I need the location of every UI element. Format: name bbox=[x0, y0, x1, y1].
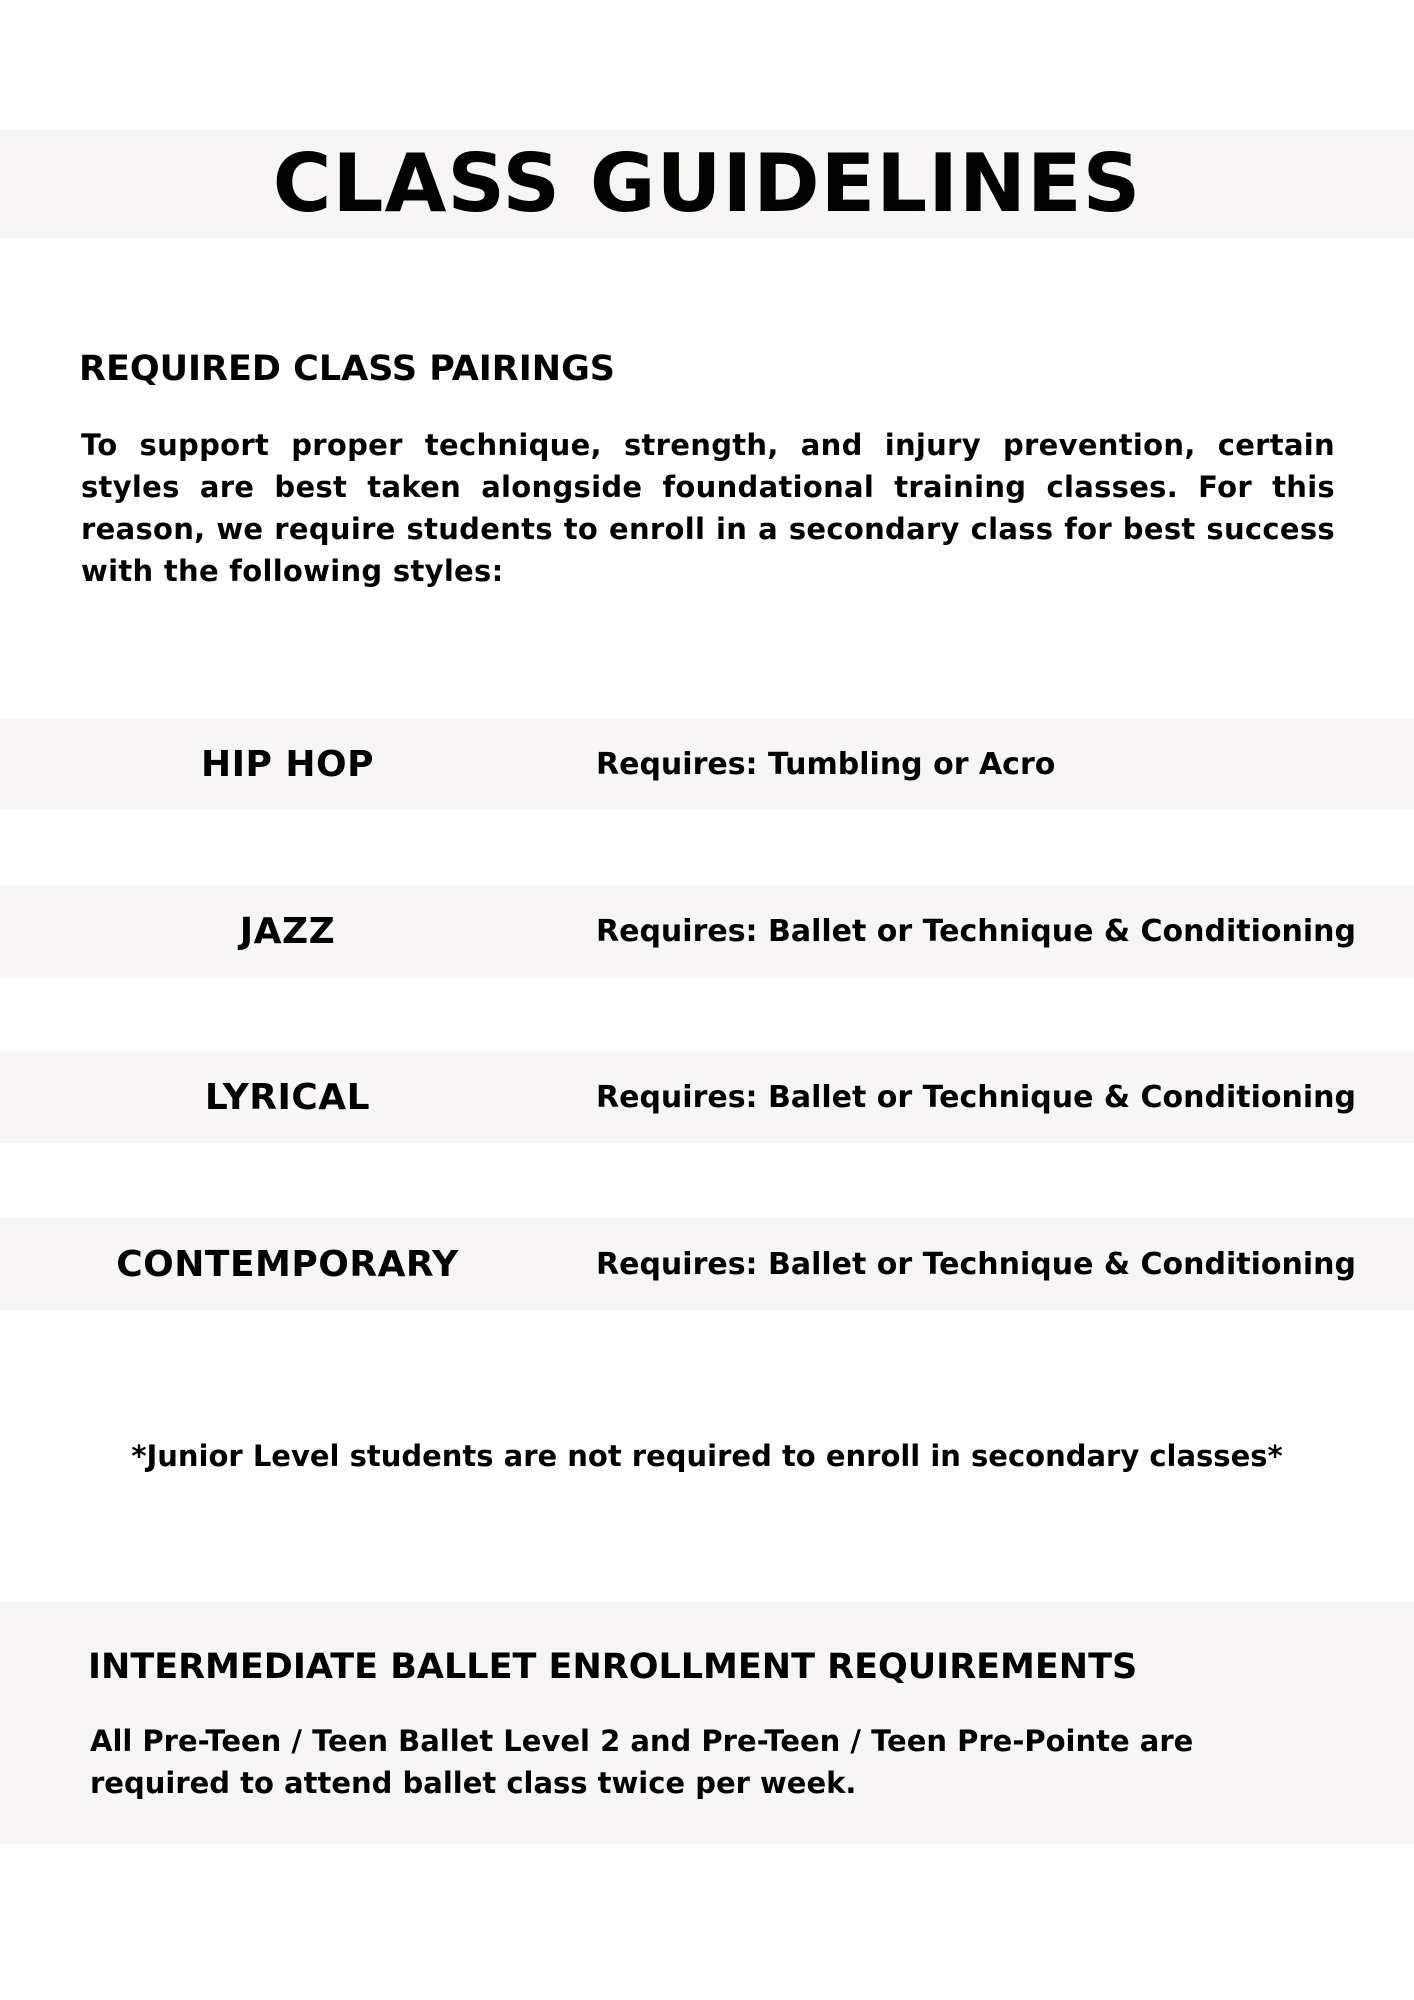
pairing-row-hip-hop bbox=[0, 718, 1414, 810]
page-title: CLASS GUIDELINES bbox=[272, 137, 1142, 230]
intermediate-ballet-heading: INTERMEDIATE BALLET ENROLLMENT REQUIREMENTS bbox=[88, 1647, 1138, 1687]
junior-level-note: *Junior Level students are not required to enroll in secondary classes* bbox=[131, 1439, 1283, 1473]
style-requirement: Requires: Ballet or Technique & Conditioning bbox=[596, 913, 1356, 949]
style-requirement: Requires: Ballet or Technique & Conditioning bbox=[596, 1079, 1356, 1115]
intermediate-ballet-text: All Pre-Teen / Teen Ballet Level 2 and Pre-Teen / Teen Pre-Pointe are required to attend ballet class twice per week. bbox=[90, 1724, 1194, 1800]
style-name: HIP HOP bbox=[200, 743, 375, 785]
pairing-row-lyrical bbox=[0, 1051, 1414, 1143]
style-requirement: Requires: Tumbling or Acro bbox=[596, 746, 1056, 782]
required-pairings-heading: REQUIRED CLASS PAIRINGS bbox=[79, 349, 616, 389]
style-requirement: Requires: Ballet or Technique & Conditioning bbox=[596, 1246, 1356, 1282]
intermediate-ballet-section bbox=[0, 1602, 1414, 1844]
title-band bbox=[0, 130, 1414, 238]
pairing-row-jazz bbox=[0, 885, 1414, 977]
pairing-row-contemporary bbox=[0, 1218, 1414, 1310]
style-name: LYRICAL bbox=[204, 1076, 371, 1118]
required-pairings-intro: To support proper technique, strength, and injury prevention, certain styles are best taken alongside foundational training classes. For this reason, we require students to enroll in a secondary class for best success with the following styles: bbox=[81, 428, 1335, 588]
style-name: CONTEMPORARY bbox=[116, 1243, 459, 1285]
style-name: JAZZ bbox=[239, 910, 336, 952]
